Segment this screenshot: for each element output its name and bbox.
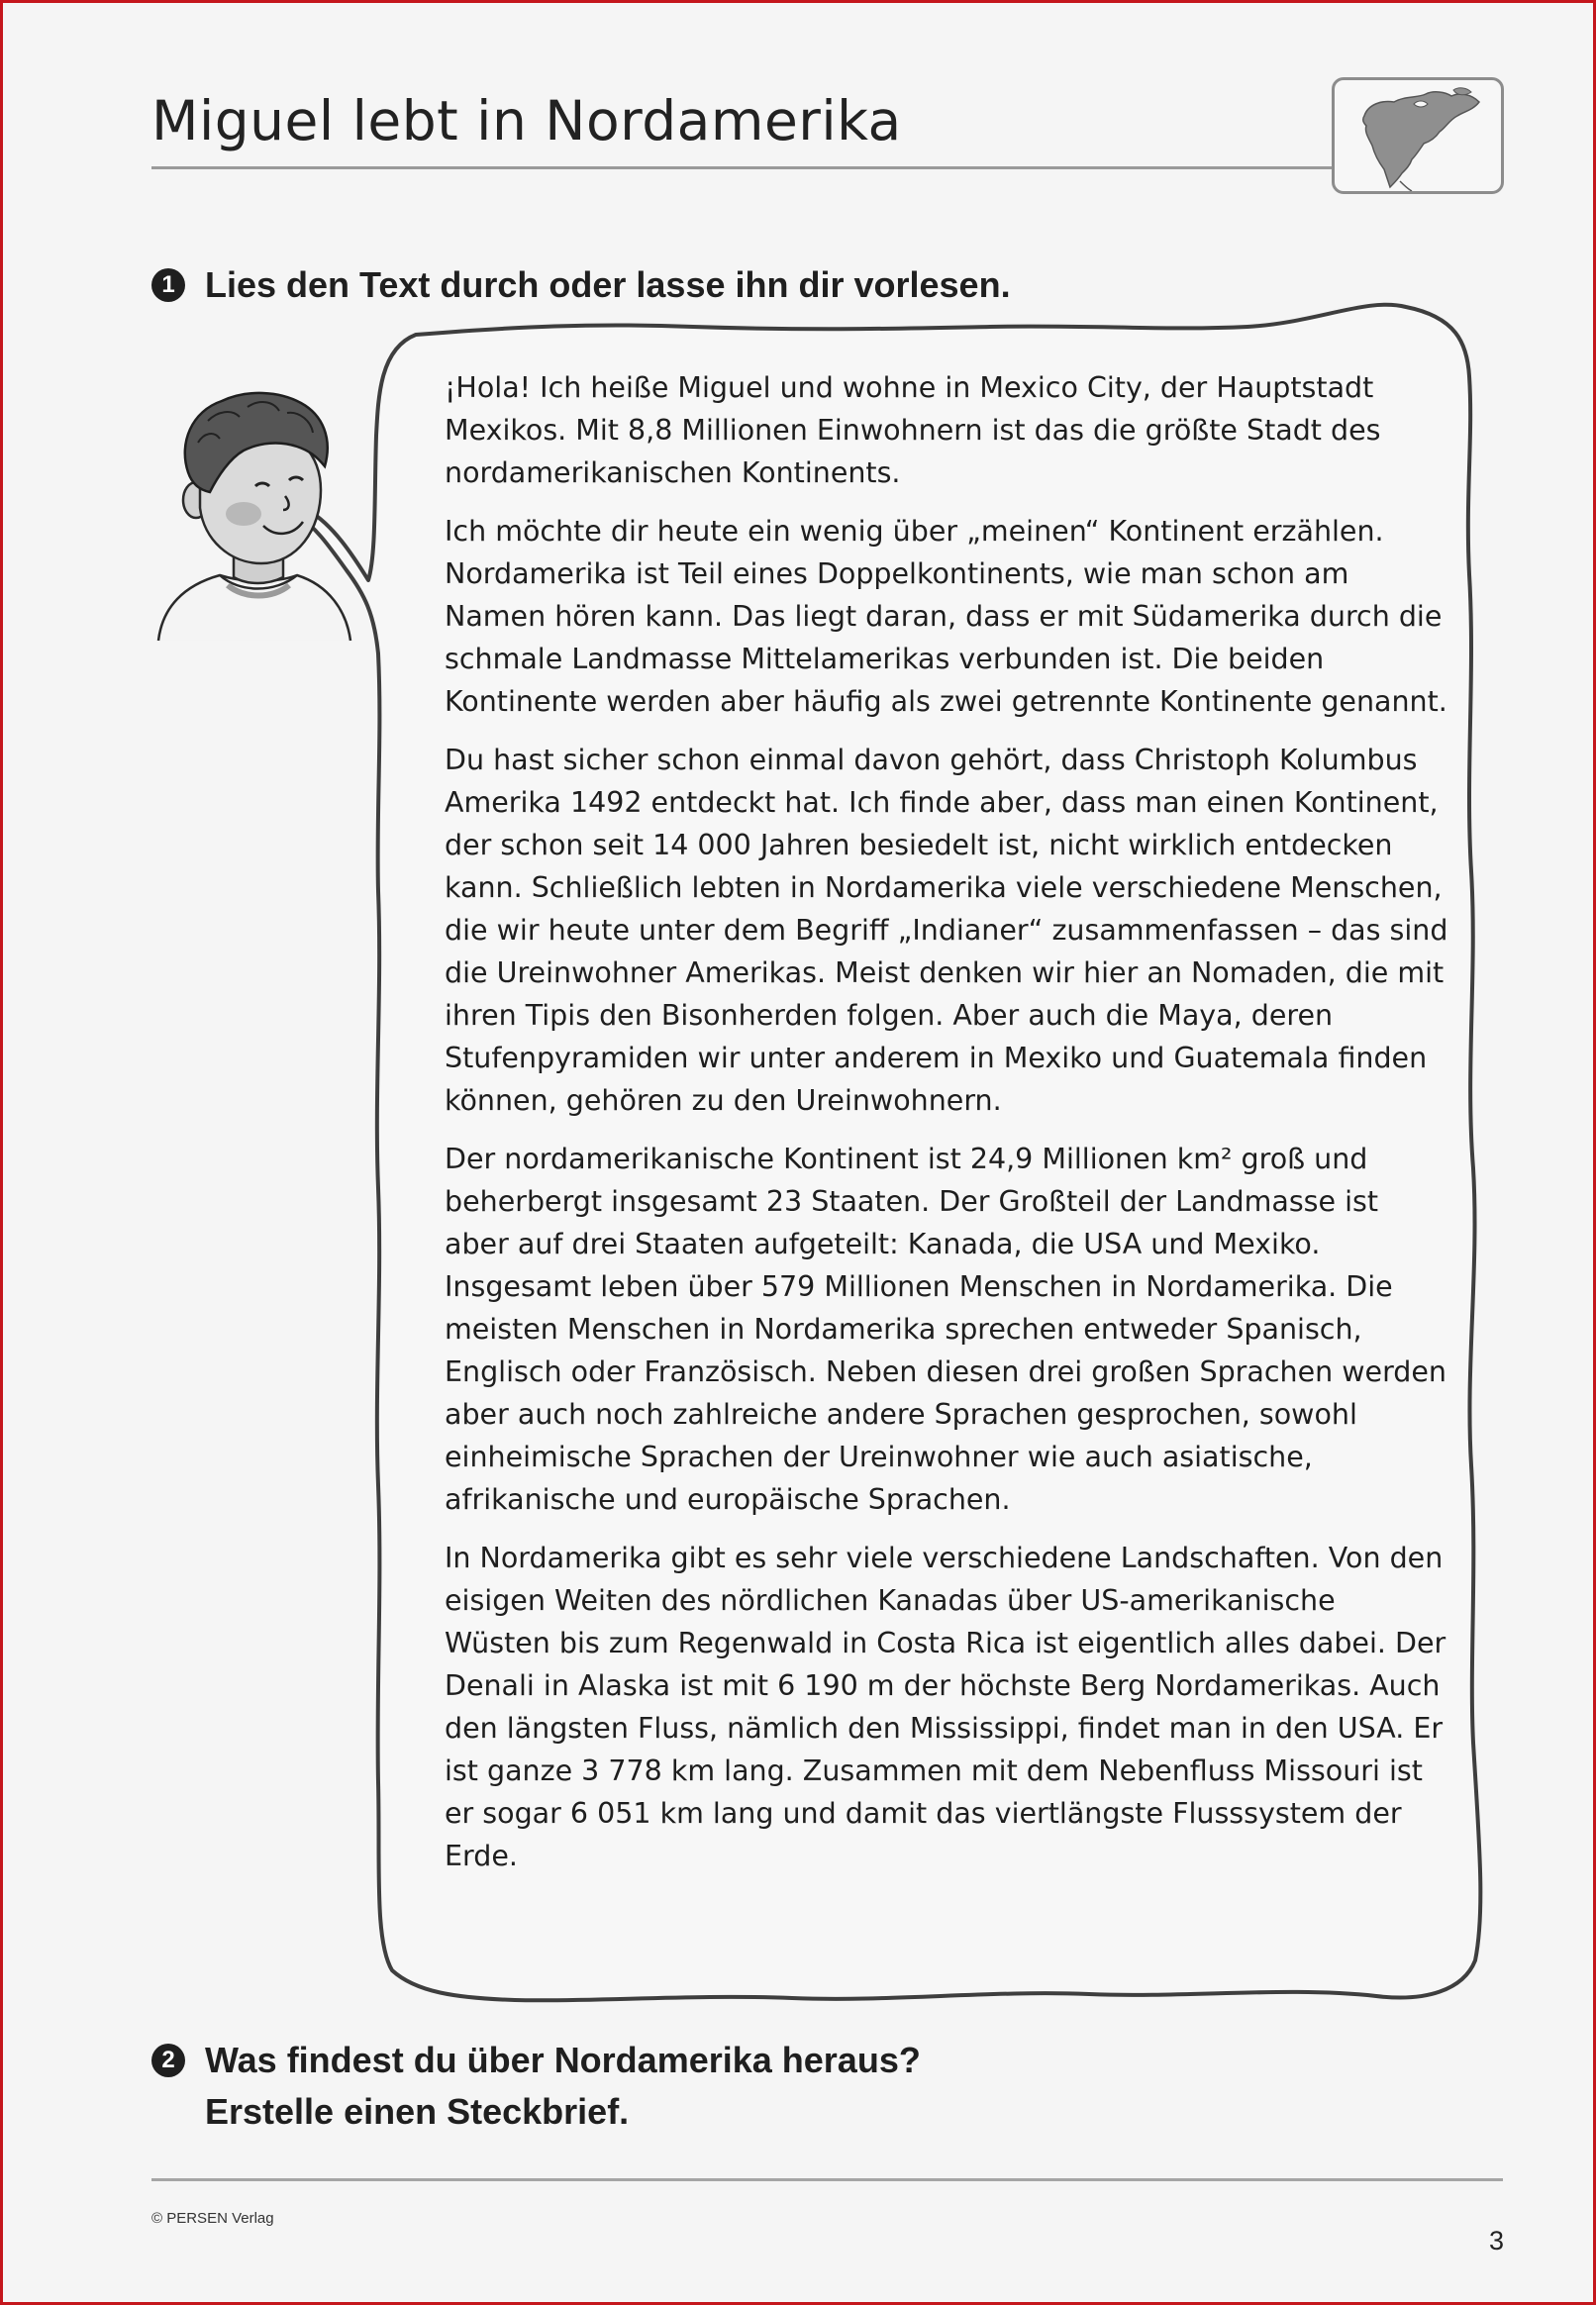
task-instruction-line: Erstelle einen Steckbrief. bbox=[205, 2091, 630, 2132]
task-instruction: Lies den Text durch oder lasse ihn dir vorlesen. bbox=[205, 264, 1011, 305]
paragraph: Ich möchte dir heute ein wenig über „meinen“ Kontinent erzählen. Nordamerika ist Teil eines Doppelkontinents, wie man schon am Namen hören kann. Das liegt daran, dass er mit Südamerika durch die schmale Landmasse Mittelamerikas verbunden ist. Die beiden Kontinente werden aber häufig als zwei getrennte Kontinente genannt. bbox=[445, 515, 1447, 718]
footer-rule bbox=[151, 2178, 1503, 2181]
copyright-notice: © PERSEN Verlag bbox=[151, 2210, 274, 2227]
paragraph: ¡Hola! Ich heiße Miguel und wohne in Mexico City, der Hauptstadt Mexikos. Mit 8,8 Millionen Einwohnern ist das die größte Stadt des nordamerikanischen Kontinents. bbox=[445, 371, 1381, 489]
page-number: 3 bbox=[1489, 2226, 1505, 2255]
page-title: Miguel lebt in Nordamerika bbox=[151, 89, 902, 152]
task-number-badge: 2 bbox=[151, 2044, 185, 2077]
speech-bubble-text bbox=[445, 366, 1449, 1893]
task-2 bbox=[151, 2035, 921, 2138]
task-number-badge: 1 bbox=[151, 268, 185, 302]
paragraph: In Nordamerika gibt es sehr viele verschiedene Landschaften. Von den eisigen Weiten des nördlichen Kanadas über US-amerikanische Wüsten bis zum Regenwald in Costa Rica ist eigentlich alles dabei. Der Denali in Alaska ist mit 6 190 m der höchste Berg Nordamerikas. Auch den längsten Fluss, nämlich den Mississippi, findet man in den USA. Er ist ganze 3 778 km lang. Zusammen mit dem Nebenfluss Missouri ist er sogar 6 051 km lang und damit das viertlängste Flusssystem der Erde. bbox=[445, 1542, 1446, 1872]
boy-miguel-illustration bbox=[149, 381, 356, 649]
task-instruction-line: Was findest du über Nordamerika heraus? bbox=[205, 2040, 921, 2080]
paragraph: Der nordamerikanische Kontinent ist 24,9 Millionen km² groß und beherbergt insgesamt 23 Staaten. Der Großteil der Landmasse ist aber auf drei Staaten aufgeteilt: Kanada, die USA und Mexiko. Insgesamt leben über 579 Millionen Menschen in Nordamerika. Die meisten Menschen in Nordamerika sprechen entweder Spanisch, Englisch oder Französisch. Neben diesen drei großen Sprachen werden aber auch noch zahlreiche andere Sprachen gesprochen, sowohl einheimische Sprachen der Ureinwohner wie auch asiatische, afrikanische und europäische Sprachen. bbox=[445, 1143, 1446, 1516]
paragraph: Du hast sicher schon einmal davon gehört, dass Christoph Kolumbus Amerika 1492 entdeckt hat. Ich finde aber, dass man einen Kontinent, der schon seit 14 000 Jahren besiedelt ist, nicht wirklich entdecken kann. Schließlich lebten in Nordamerika viele verschiedene Menschen, die wir heute unter dem Begriff „Indianer“ zusammenfassen – das sind die Ureinwohner Amerikas. Meist denken wir hier an Nomaden, die mit ihren Tipis den Bisonherden folgen. Aber auch die Maya, deren Stufenpyramiden wir unter anderem in Mexiko und Guatemala finden können, gehören zu den Ureinwohnern. bbox=[445, 744, 1448, 1117]
